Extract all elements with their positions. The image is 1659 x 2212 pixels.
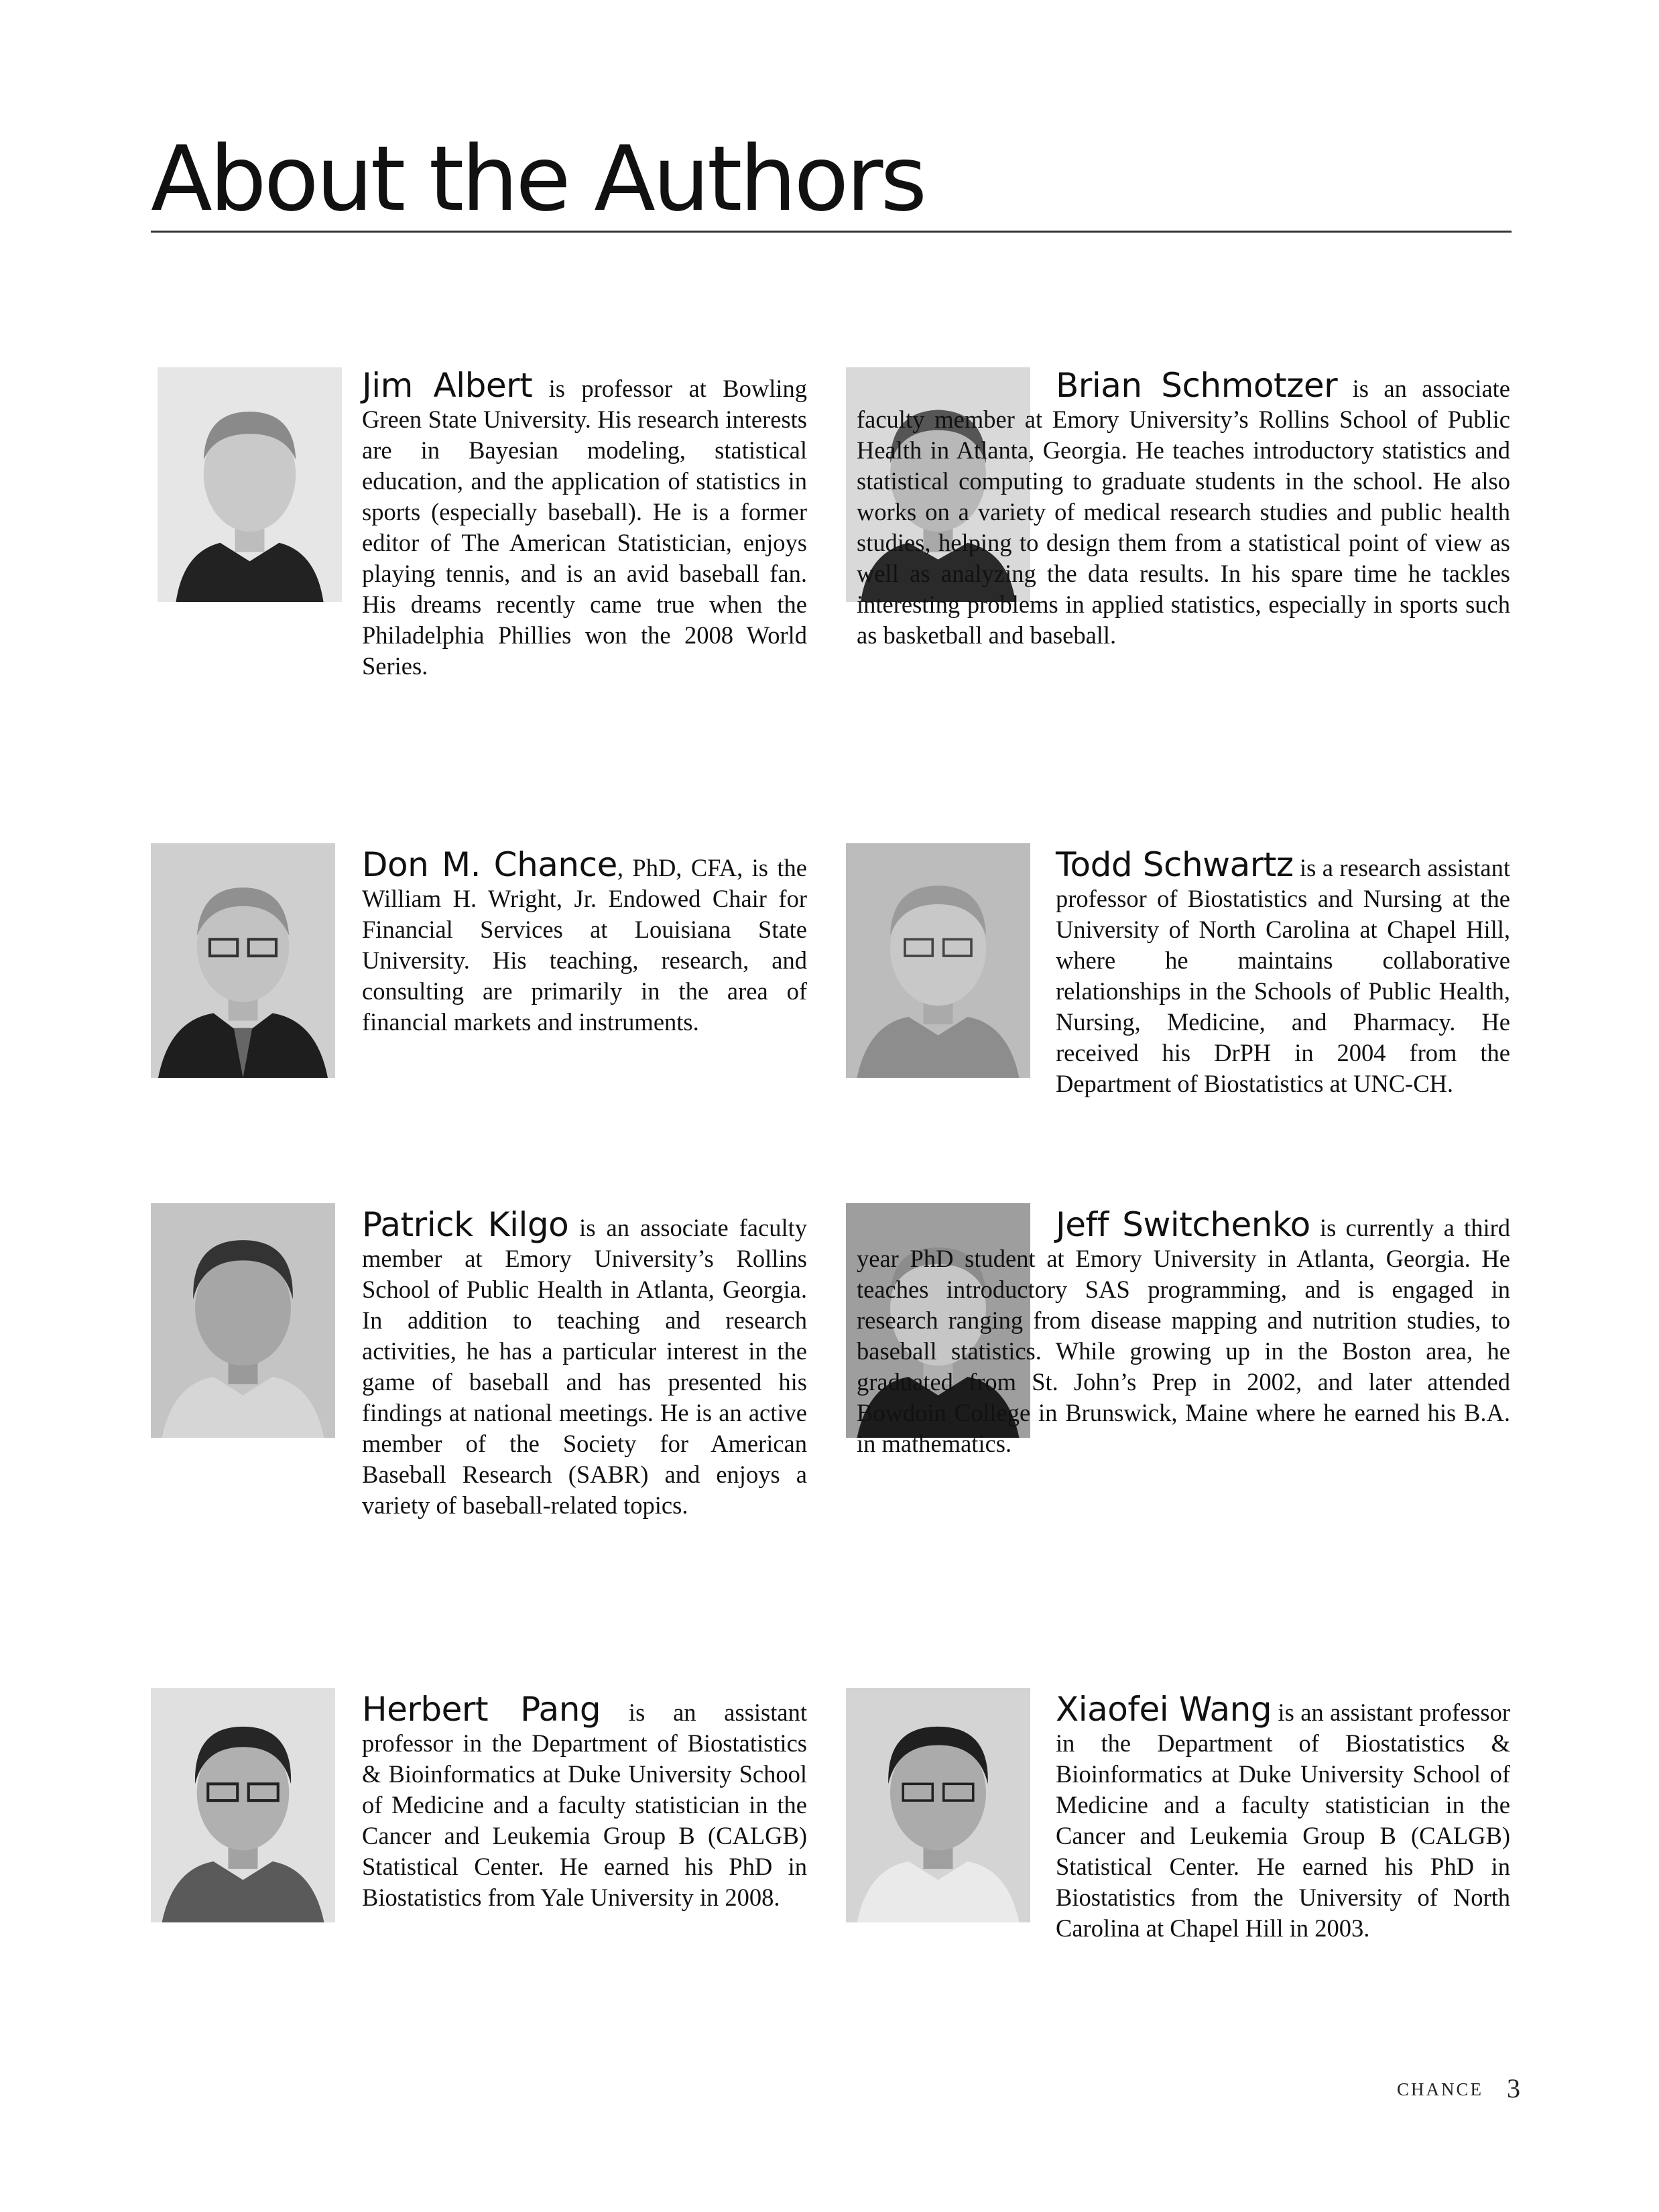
author-name: Jim Albert: [362, 366, 533, 405]
author-bio-xiaofei-wang: [1056, 1690, 1510, 1944]
author-description: is an associate faculty member at Emory University’s Rollins School of Public Health in Atlanta, Georgia. He teaches introductory statistics and statistical computing to graduate students in the school. He also works on a variety of medical research studies and public health studies, helping to design them from a statistical point of view as well as analyzing the data results. In his spare time he tackles interesting problems in applied statistics, especially in sports such as basketball and baseball.: [857, 375, 1510, 649]
author-bio-todd-schwartz: [1056, 845, 1510, 1099]
author-bio-brian-schmotzer: [857, 366, 1510, 651]
author-name: Herbert Pang: [362, 1690, 601, 1729]
author-bio-jeff-switchenko: [857, 1205, 1510, 1459]
author-description: is professor at Bowling Green State University. His research interests are in Bayesian modeling, statistical education, and the application of statistics in sports (especially baseball). He is a former editor of The American Statistician, enjoys playing tennis, and is an avid baseball fan. His dreams recently came true when the Philadelphia Phillies won the 2008 World Series.: [362, 375, 807, 680]
author-name: Todd Schwartz: [1056, 845, 1294, 884]
author-photo-don-chance: [151, 843, 335, 1078]
page-title: About the Authors: [151, 127, 925, 231]
author-description: is a research assistant professor of Biostatistics and Nursing at the University of North Carolina at Chapel Hill, where he maintains collaborative relationships in the Schools of Public Health, Nursing, Medicine, and Pharmacy. He received his DrPH in 2004 from the Department of Biostatistics at UNC-CH.: [1056, 854, 1510, 1097]
author-bio-patrick-kilgo: [362, 1205, 807, 1521]
author-description: is an assistant professor in the Department of Biostatistics & Bioinformatics at Duke University School of Medicine and a faculty statistician in the Cancer and Leukemia Group B (CALGB) Statistical Center. He earned his PhD in Biostatistics from the University of North Carolina at Chapel Hill in 2003.: [1056, 1699, 1510, 1942]
author-description: is an assistant professor in the Department of Biostatistics & Bioinformatics at Duke University School of Medicine and a faculty statistician in the Cancer and Leukemia Group B (CALGB) Statistical Center. He earned his PhD in Biostatistics from Yale University in 2008.: [362, 1699, 807, 1911]
author-photo-herbert-pang: [151, 1688, 335, 1922]
author-name: Brian Schmotzer: [1056, 366, 1338, 405]
author-photo-todd-schwartz: [846, 843, 1030, 1078]
author-photo-jim-albert: [158, 367, 342, 602]
author-name: Don M. Chance: [362, 845, 617, 884]
footer-publication-label: CHANCE: [1397, 2079, 1484, 2099]
author-bio-herbert-pang: [362, 1690, 807, 1913]
author-name: Patrick Kilgo: [362, 1205, 569, 1244]
author-photo-patrick-kilgo: [151, 1203, 335, 1438]
author-description: is an associate faculty member at Emory University’s Rollins School of Public Health in Atlanta, Georgia. In addition to teaching and research activities, he has a particular interest in the game of baseball and has presented his findings at national meetings. He is an active member of the Society for American Baseball Research (SABR) and enjoys a variety of baseball-related topics.: [362, 1214, 807, 1519]
author-bio-don-chance: [362, 845, 807, 1038]
author-name: Jeff Switchenko: [1056, 1205, 1310, 1244]
author-photo-xiaofei-wang: [846, 1688, 1030, 1922]
footer-page-number: 3: [1507, 2073, 1520, 2103]
author-bio-jim-albert: [362, 366, 807, 682]
title-rule: [151, 231, 1512, 233]
author-description: is currently a third year PhD student at Emory University in Atlanta, Georgia. He teaches introductory SAS programming, and is engaged in research ranging from disease mapping and nutrition studies, to baseball statistics. While growing up in the Boston area, he graduated from St. John’s Prep in 2002, and later attended Bowdoin College in Brunswick, Maine where he earned his B.A. in mathematics.: [857, 1214, 1510, 1457]
author-description: , PhD, CFA, is the William H. Wright, Jr. Endowed Chair for Financial Services at Louisiana State University. His teaching, research, and consulting are primarily in the area of financial markets and instruments.: [362, 854, 807, 1036]
author-name: Xiaofei Wang: [1056, 1690, 1272, 1729]
